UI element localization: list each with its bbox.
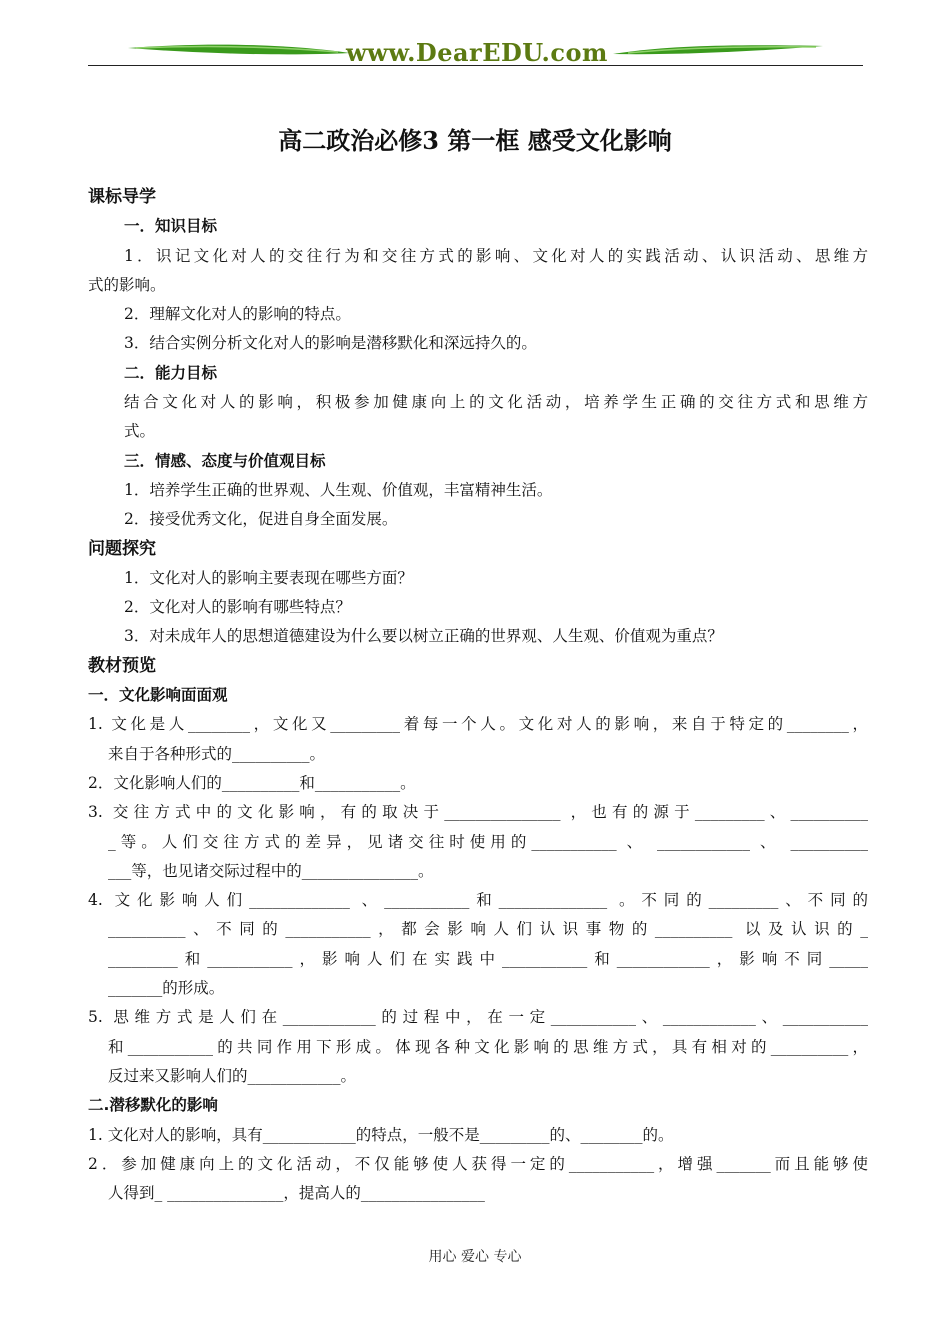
brand-text: www.DearEDU.com	[346, 38, 608, 67]
text-line: 结合文化对人的影响，积极参加健康向上的文化活动，培养学生正确的交往方式和思维方	[124, 393, 868, 412]
page-footer: 用心 爱心 专心	[428, 1249, 522, 1265]
text-line: 3．结合实例分析文化对人的影响是潜移默化和深远持久的。	[124, 334, 537, 353]
header-divider	[88, 65, 863, 66]
text-line: 2．文化对人的影响有哪些特点？	[124, 598, 351, 617]
subsection-heading: 二.潜移默化的影响	[88, 1096, 218, 1115]
text-line: 3. 交往方式中的文化影响，有的取决于_______________ ，也有的源于_________、__________	[88, 803, 868, 822]
text-line: 1. 文化对人的影响，具有____________的特点，一般不是_________的、________的。	[88, 1125, 674, 1144]
text-line: 4. 文化影响人们_____________ 、___________和______________ 。不同的_________、不同的	[88, 891, 868, 910]
section-heading: 课标导学	[88, 187, 156, 207]
page-title: 高二政治必修3 第一框 感受文化影响	[278, 126, 672, 155]
text-line: 人得到_ _______________，提高人的________________	[108, 1184, 485, 1203]
text-line: 和___________的共同作用下形成。体现各种文化影响的思维方式，具有相对的__________，	[108, 1037, 868, 1056]
text-line: 2．接受优秀文化，促进自身全面发展。	[124, 510, 398, 529]
text-line: 式的影响。	[88, 275, 166, 294]
text-line: 2．文化影响人们的__________和___________。	[88, 773, 416, 792]
section-heading: 问题探究	[88, 538, 156, 559]
subsection-heading: 三．情感、态度与价值观目标	[124, 451, 326, 470]
text-line: _______的形成。	[108, 979, 225, 998]
text-line: 反过来又影响人们的____________。	[108, 1066, 357, 1085]
subsection-heading: 一．文化影响面面观	[88, 686, 228, 705]
text-line: _________和___________，影响人们在实践中___________和____________，影响不同_____	[108, 949, 868, 968]
text-line: 来自于各种形式的__________。	[108, 744, 326, 763]
text-line: __________、不同的___________，都会影响人们认识事物的__________ 以及认识的_	[108, 920, 868, 939]
document-body	[88, 183, 868, 1208]
text-line: 2．参加健康向上的文化活动，不仅能够使人获得一定的___________，增强_______而且能够使	[88, 1154, 868, 1173]
page-header	[88, 36, 863, 70]
subsection-heading: 二．能力目标	[124, 363, 218, 382]
section-heading: 教材预览	[88, 655, 156, 676]
text-line: 1. 文化是人________，文化又_________着每一个人。文化对人的影响，来自于特定的________，	[88, 715, 868, 734]
text-line: 2．理解文化对人的影响的特点。	[124, 305, 351, 324]
text-line: 式。	[124, 422, 156, 441]
text-line: 1．文化对人的影响主要表现在哪些方面？	[124, 568, 413, 587]
subsection-heading: 一．知识目标	[124, 217, 218, 236]
text-line: _等。人们交往方式的差异，见诸交往时使用的___________ 、 ____________ 、 __________	[108, 832, 868, 851]
text-line: 1．培养学生正确的世界观、人生观、价值观，丰富精神生活。	[124, 480, 553, 499]
text-line: 3．对未成年人的思想道德建设为什么要以树立正确的世界观、人生观、价值观为重点？	[124, 627, 723, 646]
text-line: ___等，也见诸交际过程中的_______________。	[108, 861, 434, 880]
text-line: 5. 思维方式是人们在____________的过程中，在一定___________、____________、___________	[88, 1008, 868, 1027]
text-line: 1．识记文化对人的交往行为和交往方式的影响、文化对人的实践活动、认识活动、思维方	[124, 246, 868, 265]
